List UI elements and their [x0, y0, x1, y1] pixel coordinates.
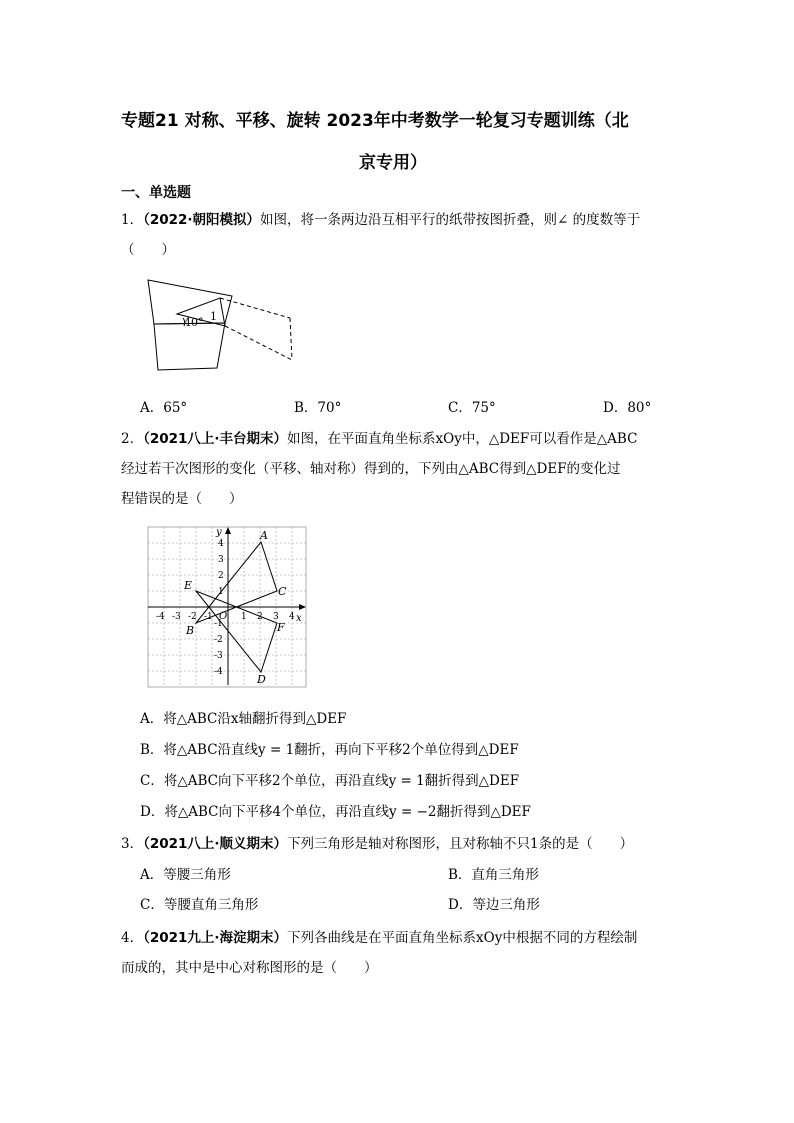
option-text: 将△ABC向下平移2个单位，再沿直线y = 1翻折得到△DEF: [163, 773, 520, 789]
x-tick-label: -3: [172, 612, 181, 622]
question-number: 3．: [121, 836, 144, 852]
triangle-abc: [196, 542, 277, 623]
y-tick-label: -2: [214, 635, 223, 645]
option-letter: A．: [140, 867, 164, 883]
option-letter: B．: [140, 742, 164, 758]
option-letter: B．: [448, 867, 472, 883]
q2-option-d[interactable]: [140, 800, 531, 820]
q1-option-b[interactable]: [294, 396, 341, 416]
q2-option-a[interactable]: [140, 707, 346, 727]
option-letter: C．: [140, 897, 164, 913]
question-text: 如图，在平面直角坐标系xOy中，△DEF可以看作是△ABC: [287, 431, 638, 447]
x-tick-label: -2: [188, 612, 197, 622]
x-tick-label: 3: [273, 612, 279, 622]
page-title: 专题21 对称、平移、旋转 2023年中考数学一轮复习专题训练（北: [121, 111, 629, 131]
y-tick-label: -1: [214, 619, 223, 629]
question-2-line-2: 经过若干次图形的变化（平移、轴对称）得到的，下列由△ABC得到△DEF的变化过: [121, 461, 621, 477]
x-tick-label: -1: [204, 612, 213, 622]
option-letter: A．: [140, 711, 164, 727]
q1-folded-strip-figure: [140, 276, 300, 372]
question-source: （2022·朝阳模拟）: [143, 212, 261, 228]
option-text: 等腰直角三角形: [163, 897, 259, 913]
question-number: 2．: [121, 431, 144, 447]
triangle-def: [196, 591, 277, 672]
y-tick-label: -4: [214, 667, 223, 677]
option-text: 70°: [317, 400, 342, 416]
q3-option-b[interactable]: [448, 863, 539, 883]
point-d-label: D: [257, 673, 266, 686]
option-text: 等边三角形: [472, 897, 540, 913]
option-letter: A．: [140, 400, 164, 416]
y-tick-label: 2: [218, 571, 224, 581]
q3-option-a[interactable]: [140, 863, 231, 883]
option-text: 将△ABC向下平移4个单位，再沿直线y = −2翻折得到△DEF: [164, 804, 531, 820]
point-b-label: B: [186, 624, 195, 637]
question-2-line-3: 程错误的是（ ）: [121, 491, 243, 507]
x-axis-arrow: [299, 604, 306, 610]
question-text: 下列三角形是轴对称图形，且对称轴不只1条的是（ ）: [287, 836, 634, 852]
q1-option-a[interactable]: [140, 396, 187, 416]
q1-option-d[interactable]: [603, 396, 651, 416]
question-4-continued: 而成的，其中是中心对称图形的是（ ）: [121, 960, 378, 976]
point-e-label: E: [184, 579, 193, 592]
strip-lower-part: [154, 323, 225, 370]
option-text: 65°: [163, 400, 188, 416]
option-text: 直角三角形: [471, 867, 539, 883]
option-text: 80°: [627, 400, 652, 416]
question-text: 如图，将一条两边沿互相平行的纸带按图折叠，则∠ 的度数等于: [260, 212, 641, 228]
option-text: 75°: [471, 400, 496, 416]
option-letter: C．: [140, 773, 164, 789]
y-tick-label: -3: [214, 651, 223, 661]
question-source: （2021八上·丰台期末）: [143, 431, 288, 447]
origin-label: O: [219, 611, 228, 622]
dashed-bottom-edge: [225, 326, 292, 360]
question-1-continued: （ ）: [121, 242, 175, 258]
option-letter: D．: [603, 400, 628, 416]
question-4: [121, 926, 637, 946]
option-text: 等腰三角形: [163, 867, 231, 883]
angle-1-label: 1: [210, 310, 217, 323]
y-axis-arrow: [225, 527, 231, 534]
x-tick-label: -4: [156, 612, 165, 622]
option-text: 将△ABC沿直线y = 1翻折，再向下平移2个单位得到△DEF: [163, 742, 519, 758]
option-letter: D．: [448, 897, 473, 913]
option-text: 将△ABC沿x轴翻折得到△DEF: [163, 711, 347, 727]
y-tick-label: 1: [218, 587, 224, 597]
option-letter: C．: [448, 400, 472, 416]
x-tick-label: 2: [257, 612, 263, 622]
section-heading: 一、单选题: [121, 185, 191, 201]
y-tick-label: 4: [218, 539, 224, 549]
angle-40-label: 40°: [184, 316, 204, 329]
question-number: 4．: [121, 930, 144, 946]
question-3: [121, 832, 633, 852]
question-number: 1．: [121, 212, 144, 228]
point-c-label: C: [278, 585, 287, 598]
q3-option-d[interactable]: [448, 893, 540, 913]
page-title-continued: 京专用）: [359, 153, 427, 173]
q3-option-c[interactable]: [140, 893, 258, 913]
dashed-top-edge: [220, 298, 290, 318]
question-source: （2021八上·顺义期末）: [143, 836, 288, 852]
question-2: [121, 427, 637, 447]
x-tick-label: 4: [289, 612, 295, 622]
option-letter: B．: [294, 400, 318, 416]
dashed-right-edge: [290, 318, 292, 360]
x-tick-label: 1: [241, 612, 247, 622]
q2-option-c[interactable]: [140, 769, 519, 789]
x-axis-label: x: [296, 613, 302, 624]
point-a-label: A: [260, 529, 268, 542]
q1-option-c[interactable]: [448, 396, 496, 416]
question-text: 下列各曲线是在平面直角坐标系xOy中根据不同的方程绘制: [287, 930, 638, 946]
point-f-label: F: [277, 621, 285, 634]
q2-option-b[interactable]: [140, 738, 519, 758]
question-1: [121, 208, 640, 228]
option-letter: D．: [140, 804, 165, 820]
y-axis-label: y: [216, 527, 222, 538]
y-tick-label: 3: [218, 555, 224, 565]
q2-coordinate-figure: [146, 525, 310, 689]
question-source: （2021九上·海淀期末）: [143, 930, 288, 946]
